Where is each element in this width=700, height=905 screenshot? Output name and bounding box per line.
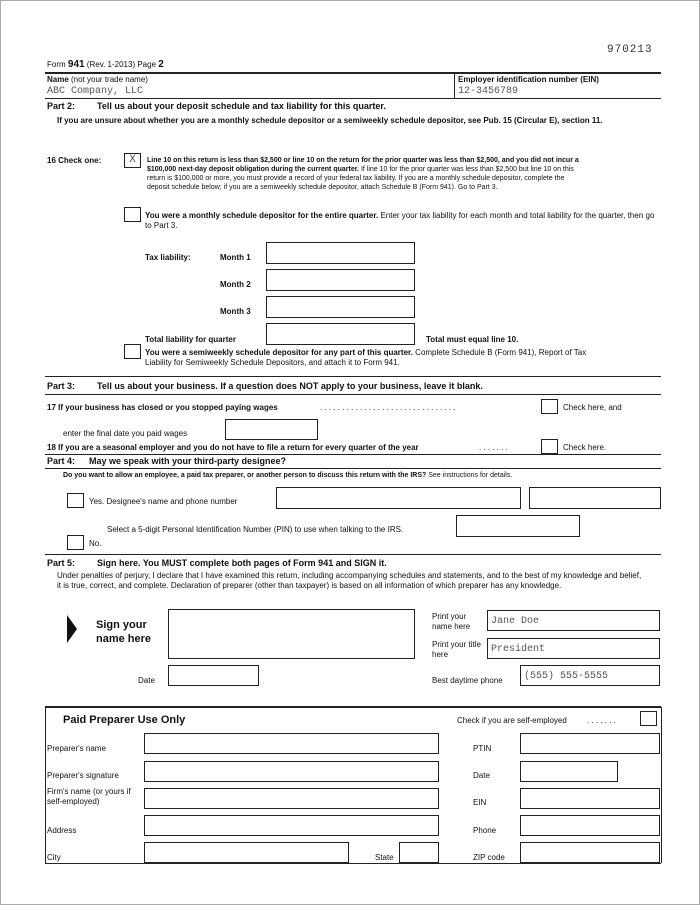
firm-name-field[interactable] — [144, 788, 439, 809]
date-label: Date — [138, 676, 155, 685]
part4-title: May we speak with your third-party designee? — [89, 456, 287, 466]
q16-option3-checkbox[interactable] — [124, 344, 141, 359]
q18-checkbox[interactable] — [541, 439, 558, 454]
q16-option2-text: You were a monthly schedule depositor for the entire quarter. Enter your tax liability for each month and total liability for the quarter, then go to Part 3. — [145, 211, 655, 230]
designee-no-checkbox[interactable] — [67, 535, 84, 550]
sign-date-field[interactable] — [168, 665, 259, 686]
month2-label: Month 2 — [220, 280, 251, 289]
ein-label: Employer identification number (EIN) — [458, 75, 599, 84]
part5-label: Part 5: — [47, 558, 76, 568]
preparer-left-rule — [45, 707, 46, 863]
part2-label: Part 2: — [47, 101, 76, 111]
city-label: City — [47, 853, 61, 862]
print-name-field[interactable]: Jane Doe — [487, 610, 660, 631]
preparer-date-label: Date — [473, 771, 490, 780]
preparer-name-label: Preparer's name — [47, 744, 106, 753]
name-label: Name (not your trade name) — [47, 75, 148, 84]
q18-check-label: Check here. — [563, 443, 607, 452]
state-field[interactable] — [399, 842, 439, 863]
preparer-bottom-rule — [45, 863, 661, 864]
print-name-label: Print your name here — [432, 612, 471, 631]
form-number: 941 — [67, 59, 85, 70]
designee-yes-checkbox[interactable] — [67, 493, 84, 508]
final-date-label: enter the final date you paid wages — [63, 429, 188, 438]
state-label: State — [375, 853, 394, 862]
part3-title: Tell us about your business. If a question does NOT apply to your business, leave it blank. — [97, 381, 483, 391]
city-field[interactable] — [144, 842, 349, 863]
total-note: Total must equal line 10. — [426, 335, 519, 344]
signature-field[interactable] — [168, 609, 415, 659]
self-employed-dots: . . . . . . . — [587, 716, 616, 725]
tax-liability-label: Tax liability: — [145, 253, 191, 262]
preparer-phone-field[interactable] — [520, 815, 660, 836]
month2-field[interactable] — [266, 269, 415, 291]
q18-text: 18 If you are a seasonal employer and you do not have to file a return for every quarter of the year — [47, 443, 419, 452]
designee-name-field[interactable] — [276, 487, 521, 509]
part4-title-rule — [45, 468, 661, 469]
part2-title: Tell us about your deposit schedule and tax liability for this quarter. — [97, 101, 386, 111]
form-code: 970213 — [607, 44, 653, 56]
part3-label: Part 3: — [47, 381, 76, 391]
self-employed-label: Check if you are self-employed — [457, 716, 567, 725]
ptin-field[interactable] — [520, 733, 660, 754]
part4-question: Do you want to allow an employee, a paid tax preparer, or another person to discuss this return with the IRS? See instructions for details. — [63, 472, 513, 479]
pin-field[interactable] — [456, 515, 580, 537]
form-rev: (Rev. 1-2013) Page — [84, 60, 159, 69]
designee-phone-field[interactable] — [529, 487, 661, 509]
phone-field[interactable]: (555) 555-5555 — [520, 665, 660, 686]
phone-label: Best daytime phone — [432, 676, 503, 685]
q16-option1-checkbox[interactable]: X — [124, 153, 141, 168]
page-number: 2 — [158, 59, 164, 70]
designee-no-label: No. — [89, 539, 102, 548]
sign-here-arrow-icon — [67, 615, 77, 643]
address-label: Address — [47, 826, 77, 835]
preparer-phone-label: Phone — [473, 826, 497, 835]
ein-field[interactable]: 12-3456789 — [458, 86, 519, 97]
part5-title: Sign here. You MUST complete both pages of Form 941 and SIGN it. — [97, 558, 387, 568]
header-rule — [45, 72, 661, 74]
month1-field[interactable] — [266, 242, 415, 264]
q16-option3-text: You were a semiweekly schedule depositor for any part of this quarter. Complete Schedule B (Form 941), Report of Tax Liability for Semiweekly Schedule Depositors, and attach it to Form 941. — [145, 348, 587, 367]
pin-label: Select a 5-digit Personal Identification Number (PIN) to use when talking to the IRS. — [107, 525, 404, 534]
q17-check-label: Check here, and — [563, 403, 622, 412]
final-date-field[interactable] — [225, 419, 318, 440]
part4-label: Part 4: — [47, 456, 76, 466]
perjury-statement: Under penalties of perjury, I declare that I have examined this return, including accompanying schedules and statements, and to the best of my knowledge and belief, it is true, correct, and complete. Declaration of preparer (other than taxpayer) is based on all information of which preparer has any knowledge. — [57, 571, 642, 590]
preparer-right-rule — [661, 707, 662, 863]
month3-field[interactable] — [266, 296, 415, 318]
ptin-label: PTIN — [473, 744, 492, 753]
firm-ein-field[interactable] — [520, 788, 660, 809]
total-liability-label: Total liability for quarter — [145, 335, 236, 344]
firm-ein-label: EIN — [473, 798, 487, 807]
preparer-signature-label: Preparer's signature — [47, 771, 119, 780]
q17-text: 17 If your business has closed or you stopped paying wages — [47, 403, 278, 412]
form-label: Form — [47, 60, 68, 69]
q17-dots: . . . . . . . . . . . . . . . . . . . . . . . . . . . . . . . — [320, 403, 456, 412]
header-divider — [454, 73, 455, 99]
q16-label: 16 Check one: — [47, 156, 102, 165]
preparer-date-field[interactable] — [520, 761, 618, 782]
preparer-title: Paid Preparer Use Only — [63, 714, 186, 726]
part4-bottom-rule — [45, 554, 661, 555]
preparer-name-field[interactable] — [144, 733, 439, 754]
total-liability-field[interactable] — [266, 323, 415, 345]
part2-bottom-rule — [45, 376, 661, 377]
q17-checkbox[interactable] — [541, 399, 558, 414]
q16-option1-text: Line 10 on this return is less than $2,500 or line 10 on the return for the prior quarter was less than $2,500, and you did not incur a $100,000 next-day deposit obligation during the current quarter. If line 10 for the prior quarter was less than $2,500 but line 10 on this return is $100,000 or more, you must provide a record of your federal tax liability. If you are a monthly schedule depositor, complete the deposit schedule below; if you are a semiweekly schedule depositor, attach Schedule B (Form 941). Go to Part 3. — [147, 157, 579, 191]
designee-yes-label: Yes. Designee's name and phone number — [89, 497, 238, 506]
part3-bottom-rule — [45, 454, 661, 455]
print-title-field[interactable]: President — [487, 638, 660, 659]
header-bottom-rule — [45, 98, 661, 99]
firm-name-label: Firm's name (or yours if self-employed) — [47, 787, 131, 806]
q16-option2-checkbox[interactable] — [124, 207, 141, 222]
name-field[interactable]: ABC Company, LLC — [47, 86, 144, 97]
part3-title-rule — [45, 394, 661, 395]
q18-dots: . . . . . . . — [479, 443, 508, 452]
preparer-top-rule — [45, 706, 661, 708]
self-employed-checkbox[interactable] — [640, 711, 657, 726]
part2-intro: If you are unsure about whether you are a monthly schedule depositor or a semiweekly schedule depositor, see Pub. 15 (Circular E), section 11. — [57, 116, 603, 125]
month3-label: Month 3 — [220, 307, 251, 316]
month1-label: Month 1 — [220, 253, 251, 262]
zip-field[interactable] — [520, 842, 660, 863]
preparer-signature-field[interactable] — [144, 761, 439, 782]
zip-label: ZIP code — [473, 853, 505, 862]
address-field[interactable] — [144, 815, 439, 836]
form-header — [47, 60, 164, 70]
sign-here-label: Sign your name here — [96, 619, 152, 645]
print-title-label: Print your title here — [432, 640, 481, 659]
